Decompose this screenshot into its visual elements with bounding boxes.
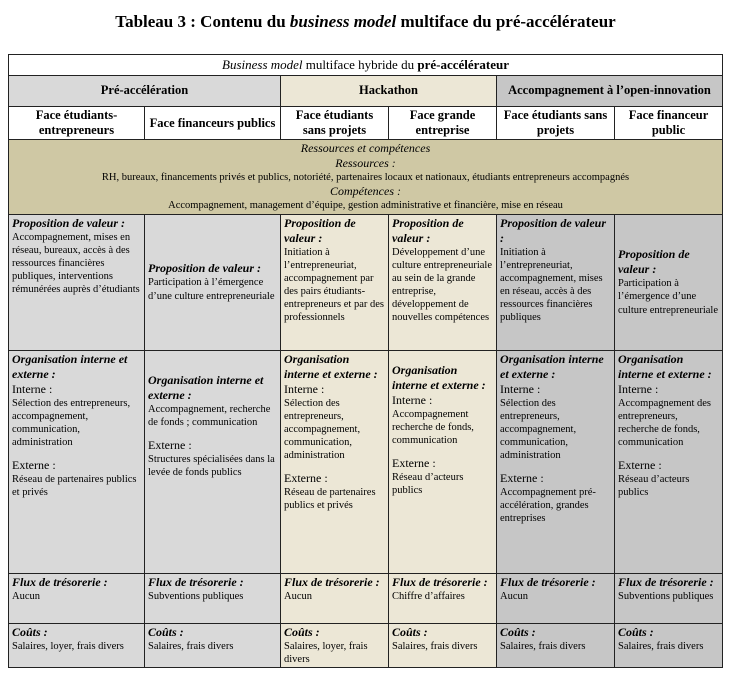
cell-text: Chiffre d’affaires bbox=[392, 590, 465, 602]
resources-text: RH, bureaux, financements privés et publics, notoriété, partenaires locaux et nationaux, étudiants entrepreneurs accompagnés bbox=[101, 172, 630, 184]
face-header: Face étudiants sans projets bbox=[497, 107, 615, 140]
cell-text: Sélection des entrepreneurs, accompagnement, communication, administration bbox=[12, 397, 131, 448]
organisation-row bbox=[9, 350, 723, 573]
face-row bbox=[9, 107, 723, 140]
group-hackathon: Hackathon bbox=[281, 76, 497, 107]
cell-text: Réseau de partenaires publics et privés bbox=[12, 474, 137, 499]
table-cell bbox=[281, 214, 389, 350]
cell-heading: Coûts : bbox=[284, 624, 320, 639]
group-row bbox=[9, 76, 723, 107]
table-cell bbox=[281, 350, 389, 573]
table-cell bbox=[497, 573, 615, 623]
cell-heading: Organisation interne et externe : bbox=[12, 351, 128, 381]
interne-label: Interne : bbox=[12, 381, 53, 396]
couts-row bbox=[9, 623, 723, 667]
cell-heading: Proposition de valeur : bbox=[148, 261, 261, 276]
title-prefix: Tableau 3 : Contenu du bbox=[115, 12, 290, 31]
cell-text: Salaires, frais divers bbox=[500, 640, 586, 652]
table-cell bbox=[389, 214, 497, 350]
cell-text: Accompagnement, mises en réseau, bureaux, accès à des ressources financières publiques, interventions rémunérées auprès d’étudiants bbox=[12, 231, 140, 295]
cell-heading: Coûts : bbox=[392, 624, 428, 639]
cell-text: Accompagnement, recherche de fonds ; communication bbox=[148, 403, 271, 428]
table-caption bbox=[9, 55, 723, 76]
interne-label: Interne : bbox=[392, 392, 433, 407]
cell-heading: Proposition de valeur : bbox=[392, 215, 464, 245]
cell-heading: Coûts : bbox=[148, 624, 184, 639]
title-italic: business model bbox=[289, 12, 397, 31]
face-header: Face financeur public bbox=[615, 107, 723, 140]
table-cell bbox=[145, 573, 281, 623]
cell-text: Réseau d’acteurs publics bbox=[392, 471, 464, 496]
cell-text: Subventions publiques bbox=[148, 590, 244, 602]
table-cell bbox=[145, 350, 281, 573]
table-cell bbox=[615, 623, 723, 667]
group-pre-acceleration: Pré-accélération bbox=[9, 76, 281, 107]
cell-heading: Organisation interne et externe : bbox=[392, 362, 486, 392]
face-header: Face grande entreprise bbox=[389, 107, 497, 140]
cell-heading: Proposition de valeur : bbox=[284, 215, 356, 245]
interne-label: Interne : bbox=[618, 381, 659, 396]
resources-label: Ressources : bbox=[335, 156, 396, 171]
cell-text: Salaires, loyer, frais divers bbox=[12, 640, 124, 652]
face-header: Face financeurs publics bbox=[145, 107, 281, 140]
externe-label: Externe : bbox=[618, 458, 662, 472]
cell-text: Développement d’une culture entrepreneuriale au sein de la grande entreprise, développement de nouvelles compétences bbox=[392, 246, 492, 324]
cell-heading: Flux de trésorerie : bbox=[392, 574, 488, 589]
table-cell bbox=[9, 214, 145, 350]
resources-cell bbox=[9, 140, 723, 214]
table-cell bbox=[9, 623, 145, 667]
table-cell bbox=[497, 350, 615, 573]
cell-text: Accompagnement recherche de fonds, communication bbox=[392, 408, 474, 446]
table-cell bbox=[389, 573, 497, 623]
cell-heading: Organisation interne et externe : bbox=[284, 351, 378, 381]
cell-heading: Coûts : bbox=[618, 624, 654, 639]
table-cell bbox=[281, 573, 389, 623]
cell-text: Salaires, frais divers bbox=[148, 640, 234, 652]
resources-heading: Ressources et compétences bbox=[300, 141, 431, 156]
table-cell bbox=[615, 214, 723, 350]
title-suffix: multiface du pré-accélérateur bbox=[396, 12, 616, 31]
table-title bbox=[0, 12, 731, 32]
cell-text: Sélection des entrepreneurs, accompagnement, communication, administration bbox=[500, 397, 577, 461]
cell-heading: Coûts : bbox=[500, 624, 536, 639]
cell-heading: Organisation interne et externe : bbox=[500, 351, 604, 381]
cell-text: Salaires, frais divers bbox=[392, 640, 478, 652]
cell-text: Aucun bbox=[500, 590, 528, 602]
competences-text: Accompagnement, management d’équipe, gestion administrative et financière, mise en réseau bbox=[168, 200, 563, 212]
competences-label: Compétences : bbox=[330, 184, 401, 199]
table-cell bbox=[389, 623, 497, 667]
table-cell bbox=[9, 350, 145, 573]
interne-label: Interne : bbox=[500, 381, 541, 396]
table-cell bbox=[497, 214, 615, 350]
externe-label: Externe : bbox=[500, 471, 544, 486]
cell-heading: Flux de trésorerie : bbox=[284, 574, 380, 589]
cell-text: Sélection des entrepreneurs, accompagnement, communication, administration bbox=[284, 397, 361, 461]
cell-text: Réseau de partenaires publics et privés bbox=[284, 487, 376, 512]
cell-heading: Flux de trésorerie : bbox=[618, 574, 714, 589]
externe-label: Externe : bbox=[148, 437, 192, 452]
table-cell bbox=[615, 350, 723, 573]
cell-text: Aucun bbox=[12, 590, 40, 602]
cell-heading: Flux de trésorerie : bbox=[148, 574, 244, 589]
cell-text: Salaires, loyer, frais divers bbox=[284, 640, 368, 665]
proposition-row bbox=[9, 214, 723, 350]
flux-row bbox=[9, 573, 723, 623]
caption-normal: multiface hybride du bbox=[302, 57, 418, 72]
table-cell bbox=[281, 623, 389, 667]
cell-text: Initiation à l’entrepreneuriat, accompagnement par des pairs étudiants-entrepreneurs et par des professionnels bbox=[284, 246, 384, 324]
cell-text: Accompagnement pré-accélération, grandes entreprises bbox=[500, 487, 596, 525]
cell-heading: Proposition de valeur : bbox=[618, 247, 690, 277]
externe-label: Externe : bbox=[392, 455, 436, 470]
cell-heading: Proposition de valeur : bbox=[500, 215, 607, 245]
cell-text: Subventions publiques bbox=[618, 590, 714, 602]
table-cell bbox=[9, 573, 145, 623]
cell-text: Structures spécialisées dans la levée de fonds publics bbox=[148, 453, 275, 478]
table-cell bbox=[497, 623, 615, 667]
cell-heading: Flux de trésorerie : bbox=[500, 574, 596, 589]
interne-label: Interne : bbox=[284, 381, 325, 396]
table-cell bbox=[389, 350, 497, 573]
externe-label: Externe : bbox=[284, 471, 328, 486]
cell-text: Accompagnement des entrepreneurs, recherche de fonds, communication bbox=[618, 397, 712, 448]
cell-heading: Flux de trésorerie : bbox=[12, 574, 108, 589]
cell-heading: Coûts : bbox=[12, 624, 48, 639]
resources-row bbox=[9, 140, 723, 214]
cell-text: Participation à l’émergence d’une culture entrepreneuriale bbox=[148, 277, 275, 302]
group-open-innovation: Accompagnement à l’open-innovation bbox=[497, 76, 723, 107]
caption-bold: pré-accélérateur bbox=[417, 57, 510, 72]
cell-heading: Organisation interne et externe : bbox=[148, 372, 264, 402]
caption-italic: Business model bbox=[222, 57, 303, 72]
caption-row bbox=[9, 55, 723, 76]
table-cell bbox=[145, 623, 281, 667]
table-cell bbox=[145, 214, 281, 350]
business-model-table bbox=[8, 54, 723, 668]
externe-label: Externe : bbox=[12, 458, 56, 472]
table-cell bbox=[615, 573, 723, 623]
face-header: Face étudiants sans projets bbox=[281, 107, 389, 140]
face-header: Face étudiants-entrepreneurs bbox=[9, 107, 145, 140]
cell-text: Salaires, frais divers bbox=[618, 640, 704, 652]
cell-heading: Proposition de valeur : bbox=[12, 215, 125, 230]
cell-text: Initiation à l’entrepreneuriat, accompagnement, mises en réseau, accès à des ressources financières publiques bbox=[500, 246, 603, 324]
cell-text: Aucun bbox=[284, 590, 312, 602]
cell-text: Réseau d’acteurs publics bbox=[618, 474, 690, 499]
cell-heading: Organisation interne et externe : bbox=[618, 351, 712, 381]
cell-text: Participation à l’émergence d’une culture entrepreneuriale bbox=[618, 278, 718, 316]
